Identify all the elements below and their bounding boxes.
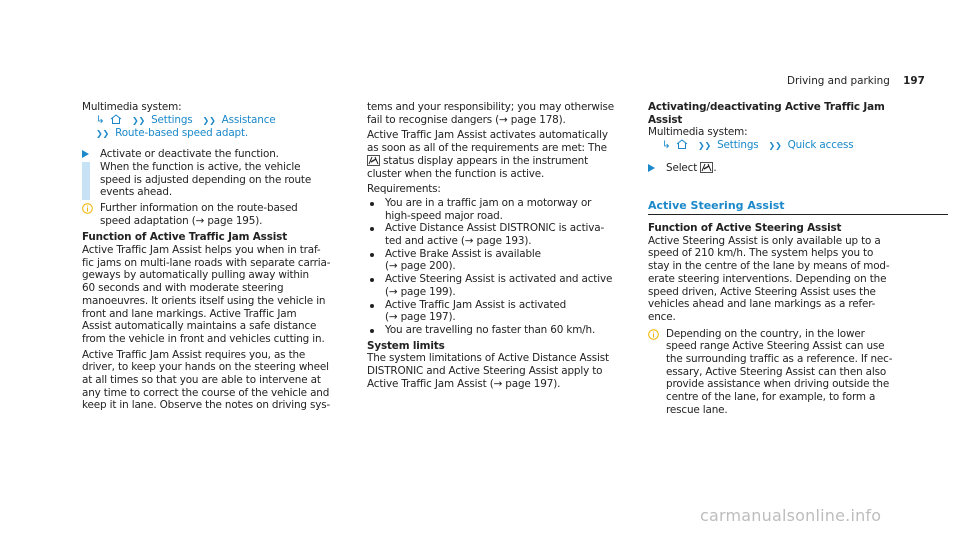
continued-paragraph bbox=[367, 101, 637, 126]
text-line: speed range Active Steering Assist can use bbox=[666, 340, 885, 353]
text-line: cluster when the function is active. bbox=[367, 167, 545, 180]
double-chevron-icon: ❯❯ bbox=[96, 129, 110, 139]
text-line: the surrounding traffic as a reference. If nec- bbox=[666, 353, 893, 366]
text-line: provide assistance when driving outside the bbox=[666, 378, 890, 391]
multimedia-label: Multimedia system: bbox=[648, 126, 748, 139]
text-line: geways by automatically pulling away within bbox=[82, 269, 309, 282]
nav-settings-link[interactable]: Settings bbox=[151, 113, 193, 126]
step-triangle-icon bbox=[82, 150, 89, 158]
step-body-3: events ahead. bbox=[100, 186, 172, 199]
text-line: keep it in lane. Observe the notes on driving sys- bbox=[82, 399, 331, 412]
text-line: The system limitations of Active Distance Assist bbox=[367, 352, 609, 365]
text-line: Active Traffic Jam Assist is activated bbox=[385, 298, 567, 311]
text-line: as soon as all of the requirements are met: The bbox=[367, 142, 607, 155]
text-line: stay in the centre of the lane by means of mod- bbox=[648, 260, 890, 273]
step-body-1: When the function is active, the vehicle bbox=[100, 160, 301, 173]
bullet bbox=[370, 253, 374, 257]
nav-path-1-cont bbox=[82, 127, 352, 141]
text-line: Depending on the country, in the lower bbox=[666, 327, 865, 340]
info-icon bbox=[82, 203, 93, 214]
tja-paragraph-2 bbox=[82, 349, 352, 413]
text-line: rescue lane. bbox=[666, 403, 728, 416]
requirements-label: Requirements: bbox=[367, 183, 441, 196]
home-icon bbox=[676, 139, 688, 149]
page-number: 197 bbox=[903, 75, 925, 87]
step-bar bbox=[82, 162, 90, 200]
text-line: Active Distance Assist DISTRONIC is activa- bbox=[385, 222, 605, 235]
text-line: (→ page 197). bbox=[385, 311, 456, 324]
list-item bbox=[367, 222, 637, 247]
text-line: Active Steering Assist is activated and active bbox=[385, 273, 613, 286]
tja-paragraph-1 bbox=[82, 244, 352, 346]
nav-settings-link[interactable]: Settings bbox=[717, 139, 759, 152]
heading-activating-line-1: Activating/deactivating Active Traffic Jam bbox=[648, 101, 885, 113]
text-line: status display appears in the instrument bbox=[383, 154, 589, 167]
text-line: Active Brake Assist is available bbox=[385, 247, 541, 260]
bullet bbox=[370, 329, 374, 333]
section-rule bbox=[648, 214, 948, 215]
text-line: speed of 210 km/h. The system helps you to bbox=[648, 247, 874, 260]
text-line: Active Traffic Jam Assist helps you when in traf- bbox=[82, 244, 321, 257]
heading-tja-function: Function of Active Traffic Jam Assist bbox=[82, 231, 288, 244]
nav-path-2 bbox=[648, 139, 948, 153]
text-line: (→ page 199). bbox=[385, 285, 456, 298]
heading-sa-function: Function of Active Steering Assist bbox=[648, 222, 842, 234]
limits-paragraph bbox=[367, 352, 637, 390]
nav-path-1 bbox=[82, 114, 352, 128]
section-title: Active Steering Assist bbox=[648, 199, 785, 212]
text-line: fail to recognise dangers (→ page 178). bbox=[367, 113, 566, 126]
text-line: You are in a traffic jam on a motorway or bbox=[385, 196, 592, 209]
text-line: from the vehicle in front and vehicles cutting in. bbox=[82, 332, 325, 345]
double-chevron-icon: ❯❯ bbox=[202, 115, 216, 125]
text-line: speed driven, Active Steering Assist uses the bbox=[648, 285, 876, 298]
select-step bbox=[648, 162, 948, 175]
bullet bbox=[370, 304, 374, 308]
text-line: ted and active (→ page 193). bbox=[385, 235, 532, 248]
text-line: front and lane markings. Active Traffic Jam bbox=[82, 307, 297, 320]
step-block bbox=[82, 148, 352, 199]
list-item bbox=[367, 324, 637, 337]
select-label: Select bbox=[666, 161, 698, 174]
step-body-2: speed is adjusted depending on the route bbox=[100, 173, 312, 186]
traffic-jam-assist-icon bbox=[700, 162, 713, 173]
info-icon bbox=[648, 329, 659, 340]
text-line: DISTRONIC and Active Steering Assist apply to bbox=[367, 365, 603, 378]
text-line: any time to correct the course of the vehicle and bbox=[82, 386, 330, 399]
text-line: Active Traffic Jam Assist requires you, as the bbox=[82, 348, 306, 361]
traffic-jam-assist-icon bbox=[367, 155, 380, 166]
text-line: vehicles ahead and lane markings as a refer- bbox=[648, 298, 876, 311]
text-line: (→ page 200). bbox=[385, 260, 456, 273]
heading-system-limits: System limits bbox=[367, 339, 445, 352]
bullet bbox=[370, 202, 374, 206]
select-line: Select . bbox=[666, 161, 717, 174]
text-line: tems and your responsibility; you may otherwise bbox=[367, 101, 614, 113]
info-line-1: Further information on the route-based bbox=[100, 201, 298, 214]
double-chevron-icon: ❯❯ bbox=[698, 141, 712, 151]
text-line: manoeuvres. It orients itself using the vehicle in bbox=[82, 294, 326, 307]
list-item bbox=[367, 299, 637, 324]
text-line: centre of the lane, for example, to form a bbox=[666, 391, 876, 404]
text-line: fic jams on multi-lane roads with separate carria- bbox=[82, 256, 331, 269]
double-chevron-icon: ❯❯ bbox=[768, 141, 782, 151]
return-arrow-icon: ↳ bbox=[96, 113, 105, 126]
text-line: You are travelling no faster than 60 km/h. bbox=[385, 323, 596, 336]
running-header bbox=[787, 75, 925, 87]
text-line: Active Traffic Jam Assist (→ page 197). bbox=[367, 377, 561, 390]
nav-assistance-link[interactable]: Assistance bbox=[221, 113, 276, 126]
text-line: ence. bbox=[648, 310, 676, 323]
column-right-lower bbox=[648, 222, 948, 417]
text-line: essary, Active Steering Assist can then also bbox=[666, 365, 887, 378]
column-right bbox=[648, 101, 948, 175]
nav-route-speed-link[interactable]: Route-based speed adapt. bbox=[115, 127, 249, 140]
list-item bbox=[367, 248, 637, 273]
text-line: 60 seconds and with moderate steering bbox=[82, 282, 284, 295]
column-middle bbox=[367, 101, 637, 390]
activation-paragraph bbox=[367, 129, 637, 180]
text-line: high-speed major road. bbox=[385, 209, 503, 222]
watermark: carmanualsonline.info bbox=[700, 506, 882, 525]
return-arrow-icon: ↳ bbox=[662, 139, 671, 152]
double-chevron-icon: ❯❯ bbox=[132, 115, 146, 125]
multimedia-label: Multimedia system: bbox=[82, 101, 182, 113]
list-item bbox=[367, 197, 637, 222]
chapter-title: Driving and parking bbox=[787, 75, 890, 87]
step-triangle-icon bbox=[648, 164, 655, 172]
status-line bbox=[367, 155, 637, 168]
list-item bbox=[367, 273, 637, 298]
info-line-2: speed adaptation (→ page 195). bbox=[100, 214, 263, 227]
nav-quick-access-link[interactable]: Quick access bbox=[787, 139, 854, 152]
text-line: Active Steering Assist is only available up to a bbox=[648, 234, 881, 247]
text-line: driver, to keep your hands on the steering wheel bbox=[82, 361, 329, 374]
text-line: Active Traffic Jam Assist activates automatically bbox=[367, 129, 608, 142]
info-note bbox=[82, 202, 352, 227]
info-note bbox=[648, 328, 948, 417]
step-instruction: Activate or deactivate the function. bbox=[100, 148, 279, 161]
requirements-list bbox=[367, 197, 637, 337]
sa-paragraph bbox=[648, 235, 948, 324]
text-line: at all times so that you are able to intervene at bbox=[82, 374, 321, 387]
home-icon bbox=[110, 114, 122, 124]
heading-activating-line-2: Assist bbox=[648, 113, 683, 126]
text-line: Assist automatically maintains a safe distance bbox=[82, 320, 317, 333]
column-left bbox=[82, 101, 352, 412]
text-line: erate steering interventions. Depending on the bbox=[648, 272, 887, 285]
